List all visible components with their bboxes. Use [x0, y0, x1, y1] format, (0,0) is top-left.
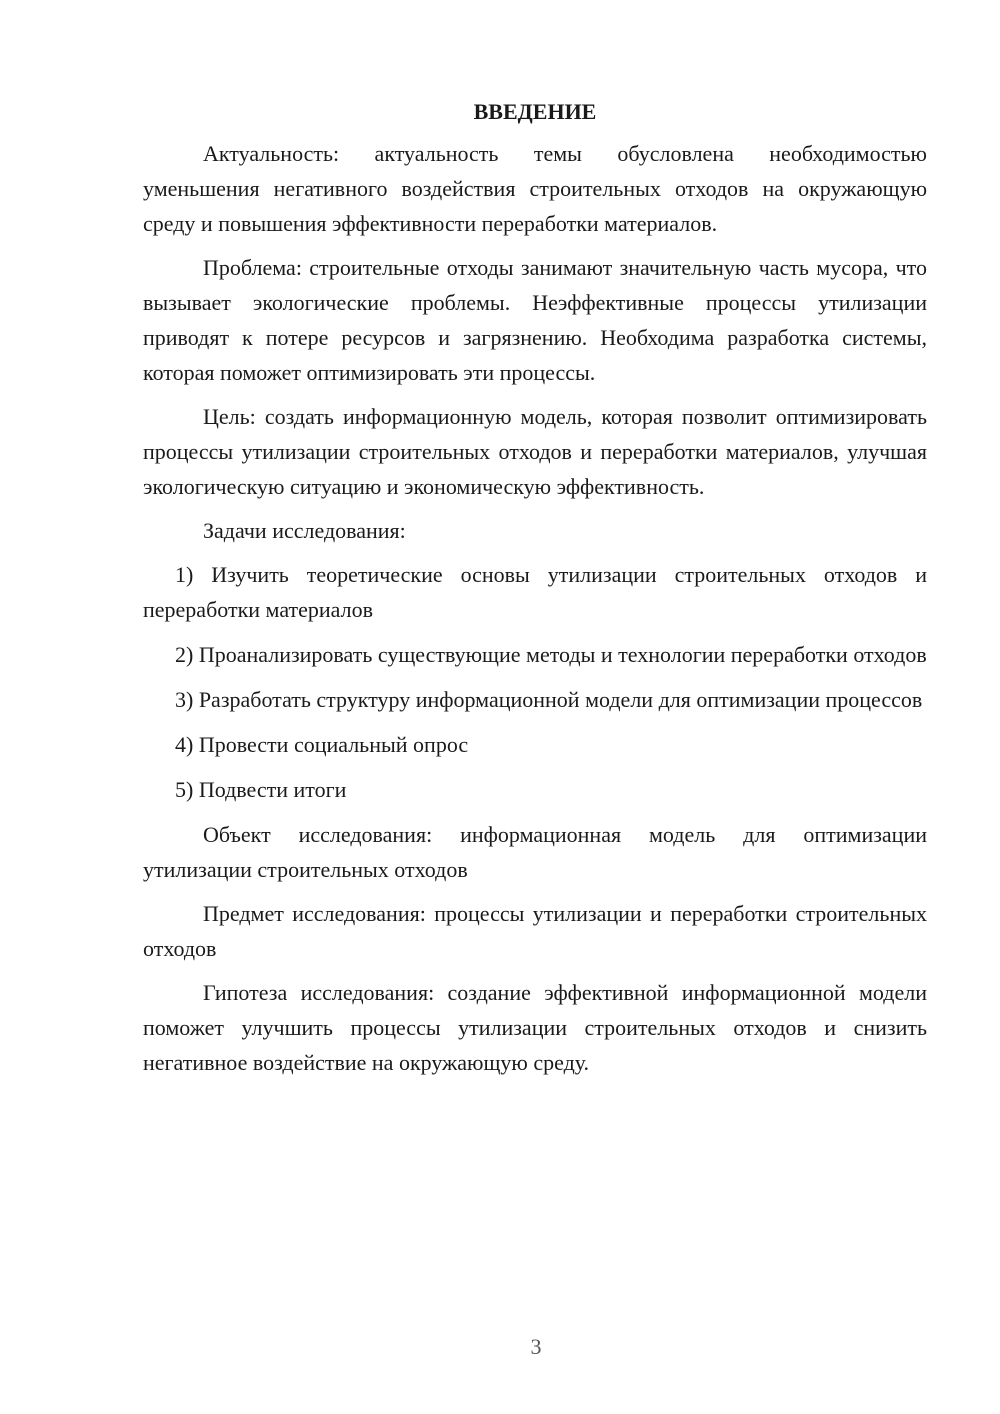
subject-paragraph: Предмет исследования: процессы утилизации и переработки строительных отходов — [143, 901, 927, 961]
page-number: 3 — [530, 1334, 542, 1359]
task-item-1: 1) Изучить теоретические основы утилизации строительных отходов и переработки материалов — [143, 562, 927, 622]
problem-paragraph: Проблема: строительные отходы занимают значительную часть мусора, что вызывает экологические проблемы. Неэффективные процессы утилизации приводят к потере ресурсов и загрязнению. Необходима разработка системы, которая поможет оптимизировать эти процессы. — [143, 255, 927, 385]
page-content — [143, 96, 927, 1089]
tasks-heading: Задачи исследования: — [203, 518, 406, 543]
task-item-3: 3) Разработать структуру информационной модели для оптимизации процессов — [175, 687, 923, 712]
task-item-2: 2) Проанализировать существующие методы и технологии переработки отходов — [175, 642, 927, 667]
task-item-5: 5) Подвести итоги — [175, 777, 347, 802]
goal-paragraph: Цель: создать информационную модель, которая позволит оптимизировать процессы утилизации строительных отходов и переработки материалов, улучшая экологическую ситуацию и экономическую эффективность. — [143, 404, 927, 499]
object-paragraph: Объект исследования: информационная модель для оптимизации утилизации строительных отходов — [143, 822, 927, 882]
hypothesis-paragraph: Гипотеза исследования: создание эффективной информационной модели поможет улучшить процессы утилизации строительных отходов и снизить негативное воздействие на окружающую среду. — [143, 980, 927, 1075]
section-title: ВВЕДЕНИЕ — [473, 99, 597, 124]
relevance-paragraph: Актуальность: актуальность темы обусловлена необходимостью уменьшения негативного воздействия строительных отходов на окружающую среду и повышения эффективности переработки материалов. — [143, 141, 927, 236]
task-item-4: 4) Провести социальный опрос — [175, 732, 469, 757]
